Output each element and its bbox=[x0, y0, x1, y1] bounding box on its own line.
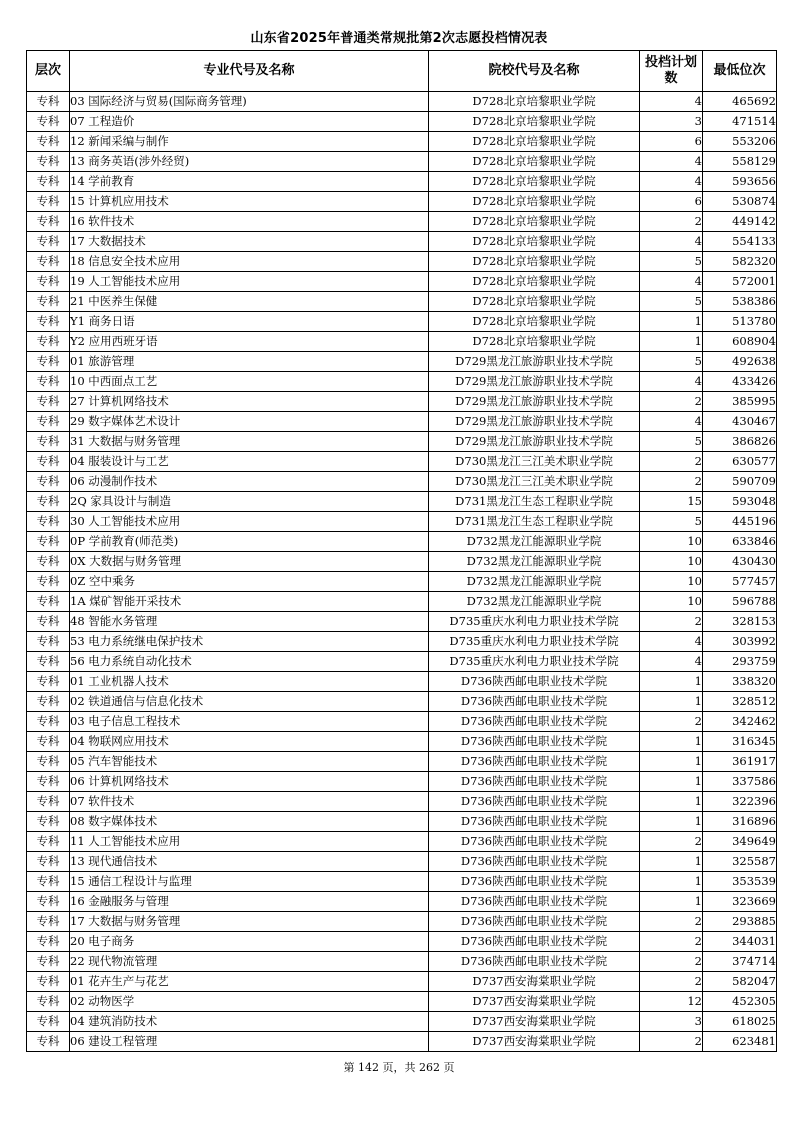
cell-major: 15 通信工程设计与监理 bbox=[70, 872, 429, 892]
cell-school: D736陕西邮电职业技术学院 bbox=[429, 932, 640, 952]
cell-plan: 5 bbox=[640, 352, 703, 372]
cell-plan: 2 bbox=[640, 832, 703, 852]
cell-major: 04 物联网应用技术 bbox=[70, 732, 429, 752]
cell-level: 专科 bbox=[27, 792, 70, 812]
table-row bbox=[27, 1012, 777, 1032]
cell-rank: 538386 bbox=[703, 292, 777, 312]
table-row bbox=[27, 372, 777, 392]
cell-level: 专科 bbox=[27, 432, 70, 452]
cell-major: 04 服装设计与工艺 bbox=[70, 452, 429, 472]
cell-rank: 349649 bbox=[703, 832, 777, 852]
cell-plan: 2 bbox=[640, 972, 703, 992]
cell-major: 08 数字媒体技术 bbox=[70, 812, 429, 832]
table-row bbox=[27, 132, 777, 152]
cell-school: D729黑龙江旅游职业技术学院 bbox=[429, 412, 640, 432]
cell-major: 0Z 空中乘务 bbox=[70, 572, 429, 592]
cell-plan: 2 bbox=[640, 712, 703, 732]
cell-plan: 4 bbox=[640, 652, 703, 672]
cell-level: 专科 bbox=[27, 672, 70, 692]
table-row bbox=[27, 212, 777, 232]
cell-plan: 4 bbox=[640, 412, 703, 432]
cell-major: 0P 学前教育(师范类) bbox=[70, 532, 429, 552]
cell-major: 22 现代物流管理 bbox=[70, 952, 429, 972]
table-row bbox=[27, 852, 777, 872]
table-row bbox=[27, 252, 777, 272]
cell-major: 01 旅游管理 bbox=[70, 352, 429, 372]
cell-major: 01 工业机器人技术 bbox=[70, 672, 429, 692]
cell-level: 专科 bbox=[27, 632, 70, 652]
cell-level: 专科 bbox=[27, 332, 70, 352]
cell-rank: 553206 bbox=[703, 132, 777, 152]
cell-rank: 385995 bbox=[703, 392, 777, 412]
cell-level: 专科 bbox=[27, 972, 70, 992]
cell-school: D730黑龙江三江美术职业学院 bbox=[429, 472, 640, 492]
table-body bbox=[27, 92, 777, 1052]
cell-plan: 2 bbox=[640, 612, 703, 632]
cell-rank: 353539 bbox=[703, 872, 777, 892]
table-row bbox=[27, 352, 777, 372]
admission-table bbox=[26, 50, 777, 1052]
cell-level: 专科 bbox=[27, 392, 70, 412]
cell-level: 专科 bbox=[27, 212, 70, 232]
table-row bbox=[27, 672, 777, 692]
cell-rank: 452305 bbox=[703, 992, 777, 1012]
cell-school: D731黑龙江生态工程职业学院 bbox=[429, 512, 640, 532]
cell-school: D737西安海棠职业学院 bbox=[429, 992, 640, 1012]
cell-rank: 558129 bbox=[703, 152, 777, 172]
cell-major: 05 汽车智能技术 bbox=[70, 752, 429, 772]
cell-major: 13 商务英语(涉外经贸) bbox=[70, 152, 429, 172]
cell-level: 专科 bbox=[27, 112, 70, 132]
cell-rank: 342462 bbox=[703, 712, 777, 732]
page-number: 第 142 页，共 262 页 bbox=[343, 1061, 455, 1074]
cell-plan: 4 bbox=[640, 272, 703, 292]
cell-school: D732黑龙江能源职业学院 bbox=[429, 572, 640, 592]
cell-level: 专科 bbox=[27, 492, 70, 512]
cell-rank: 530874 bbox=[703, 192, 777, 212]
cell-school: D736陕西邮电职业技术学院 bbox=[429, 672, 640, 692]
cell-rank: 633846 bbox=[703, 532, 777, 552]
cell-school: D728北京培黎职业学院 bbox=[429, 252, 640, 272]
cell-rank: 337586 bbox=[703, 772, 777, 792]
cell-rank: 325587 bbox=[703, 852, 777, 872]
table-row bbox=[27, 92, 777, 112]
cell-level: 专科 bbox=[27, 92, 70, 112]
cell-rank: 593048 bbox=[703, 492, 777, 512]
cell-level: 专科 bbox=[27, 452, 70, 472]
cell-major: 2Q 家具设计与制造 bbox=[70, 492, 429, 512]
cell-major: 03 电子信息工程技术 bbox=[70, 712, 429, 732]
cell-level: 专科 bbox=[27, 712, 70, 732]
table-row bbox=[27, 332, 777, 352]
cell-plan: 1 bbox=[640, 732, 703, 752]
cell-school: D731黑龙江生态工程职业学院 bbox=[429, 492, 640, 512]
cell-school: D729黑龙江旅游职业技术学院 bbox=[429, 372, 640, 392]
cell-rank: 361917 bbox=[703, 752, 777, 772]
table-row bbox=[27, 612, 777, 632]
cell-plan: 3 bbox=[640, 1012, 703, 1032]
cell-rank: 293885 bbox=[703, 912, 777, 932]
cell-plan: 1 bbox=[640, 892, 703, 912]
cell-plan: 4 bbox=[640, 92, 703, 112]
cell-school: D728北京培黎职业学院 bbox=[429, 112, 640, 132]
cell-major: 17 大数据技术 bbox=[70, 232, 429, 252]
cell-school: D728北京培黎职业学院 bbox=[429, 272, 640, 292]
table-row bbox=[27, 272, 777, 292]
cell-major: 27 计算机网络技术 bbox=[70, 392, 429, 412]
cell-plan: 2 bbox=[640, 1032, 703, 1052]
table-row bbox=[27, 592, 777, 612]
cell-level: 专科 bbox=[27, 172, 70, 192]
cell-plan: 4 bbox=[640, 152, 703, 172]
cell-level: 专科 bbox=[27, 192, 70, 212]
cell-rank: 338320 bbox=[703, 672, 777, 692]
cell-level: 专科 bbox=[27, 272, 70, 292]
cell-school: D735重庆水利电力职业技术学院 bbox=[429, 612, 640, 632]
cell-school: D732黑龙江能源职业学院 bbox=[429, 592, 640, 612]
cell-level: 专科 bbox=[27, 652, 70, 672]
cell-level: 专科 bbox=[27, 992, 70, 1012]
cell-major: 12 新闻采编与制作 bbox=[70, 132, 429, 152]
cell-school: D735重庆水利电力职业技术学院 bbox=[429, 652, 640, 672]
cell-major: 06 动漫制作技术 bbox=[70, 472, 429, 492]
cell-level: 专科 bbox=[27, 232, 70, 252]
cell-rank: 328153 bbox=[703, 612, 777, 632]
cell-plan: 1 bbox=[640, 752, 703, 772]
table-row bbox=[27, 432, 777, 452]
cell-school: D736陕西邮电职业技术学院 bbox=[429, 812, 640, 832]
cell-rank: 554133 bbox=[703, 232, 777, 252]
cell-major: 16 软件技术 bbox=[70, 212, 429, 232]
table-row bbox=[27, 912, 777, 932]
cell-major: 56 电力系统自动化技术 bbox=[70, 652, 429, 672]
cell-level: 专科 bbox=[27, 772, 70, 792]
cell-school: D736陕西邮电职业技术学院 bbox=[429, 732, 640, 752]
cell-rank: 623481 bbox=[703, 1032, 777, 1052]
cell-rank: 590709 bbox=[703, 472, 777, 492]
cell-level: 专科 bbox=[27, 1012, 70, 1032]
table-row bbox=[27, 1032, 777, 1052]
table-row bbox=[27, 572, 777, 592]
table-row bbox=[27, 712, 777, 732]
cell-school: D735重庆水利电力职业技术学院 bbox=[429, 632, 640, 652]
cell-major: 06 计算机网络技术 bbox=[70, 772, 429, 792]
cell-plan: 10 bbox=[640, 532, 703, 552]
cell-major: 06 建设工程管理 bbox=[70, 1032, 429, 1052]
cell-major: 30 人工智能技术应用 bbox=[70, 512, 429, 532]
cell-rank: 323669 bbox=[703, 892, 777, 912]
cell-plan: 15 bbox=[640, 492, 703, 512]
cell-school: D737西安海棠职业学院 bbox=[429, 1032, 640, 1052]
cell-school: D736陕西邮电职业技术学院 bbox=[429, 892, 640, 912]
cell-rank: 593656 bbox=[703, 172, 777, 192]
cell-plan: 2 bbox=[640, 952, 703, 972]
cell-major: 02 动物医学 bbox=[70, 992, 429, 1012]
table-row bbox=[27, 152, 777, 172]
cell-school: D736陕西邮电职业技术学院 bbox=[429, 872, 640, 892]
cell-plan: 2 bbox=[640, 472, 703, 492]
table-row bbox=[27, 652, 777, 672]
table-row bbox=[27, 972, 777, 992]
cell-major: 02 铁道通信与信息化技术 bbox=[70, 692, 429, 712]
cell-school: D729黑龙江旅游职业技术学院 bbox=[429, 352, 640, 372]
cell-school: D737西安海棠职业学院 bbox=[429, 1012, 640, 1032]
cell-major: 21 中医养生保健 bbox=[70, 292, 429, 312]
page-title: 山东省2025年普通类常规批第2次志愿投档情况表 bbox=[250, 31, 548, 46]
cell-plan: 1 bbox=[640, 872, 703, 892]
cell-major: 0X 大数据与财务管理 bbox=[70, 552, 429, 572]
cell-level: 专科 bbox=[27, 472, 70, 492]
table-row bbox=[27, 872, 777, 892]
cell-level: 专科 bbox=[27, 292, 70, 312]
cell-plan: 1 bbox=[640, 672, 703, 692]
cell-major: 10 中西面点工艺 bbox=[70, 372, 429, 392]
cell-major: 07 软件技术 bbox=[70, 792, 429, 812]
cell-level: 专科 bbox=[27, 692, 70, 712]
table-row bbox=[27, 112, 777, 132]
table-row bbox=[27, 232, 777, 252]
table-row bbox=[27, 832, 777, 852]
cell-rank: 492638 bbox=[703, 352, 777, 372]
cell-school: D728北京培黎职业学院 bbox=[429, 312, 640, 332]
cell-plan: 5 bbox=[640, 252, 703, 272]
table-row bbox=[27, 812, 777, 832]
cell-major: Y2 应用西班牙语 bbox=[70, 332, 429, 352]
cell-level: 专科 bbox=[27, 572, 70, 592]
cell-school: D736陕西邮电职业技术学院 bbox=[429, 912, 640, 932]
header-school: 院校代号及名称 bbox=[429, 51, 640, 92]
cell-rank: 303992 bbox=[703, 632, 777, 652]
table-row bbox=[27, 792, 777, 812]
cell-rank: 449142 bbox=[703, 212, 777, 232]
cell-level: 专科 bbox=[27, 872, 70, 892]
cell-rank: 471514 bbox=[703, 112, 777, 132]
cell-level: 专科 bbox=[27, 892, 70, 912]
cell-rank: 596788 bbox=[703, 592, 777, 612]
header-major: 专业代号及名称 bbox=[70, 51, 429, 92]
cell-plan: 2 bbox=[640, 932, 703, 952]
cell-school: D728北京培黎职业学院 bbox=[429, 212, 640, 232]
cell-plan: 1 bbox=[640, 812, 703, 832]
cell-plan: 5 bbox=[640, 432, 703, 452]
cell-major: 15 计算机应用技术 bbox=[70, 192, 429, 212]
cell-level: 专科 bbox=[27, 532, 70, 552]
cell-major: 19 人工智能技术应用 bbox=[70, 272, 429, 292]
cell-rank: 577457 bbox=[703, 572, 777, 592]
table-row bbox=[27, 532, 777, 552]
cell-rank: 465692 bbox=[703, 92, 777, 112]
cell-level: 专科 bbox=[27, 152, 70, 172]
cell-school: D728北京培黎职业学院 bbox=[429, 152, 640, 172]
cell-major: 13 现代通信技术 bbox=[70, 852, 429, 872]
cell-plan: 2 bbox=[640, 212, 703, 232]
cell-level: 专科 bbox=[27, 312, 70, 332]
table-row bbox=[27, 552, 777, 572]
cell-plan: 6 bbox=[640, 132, 703, 152]
header-level: 层次 bbox=[27, 51, 70, 92]
cell-school: D736陕西邮电职业技术学院 bbox=[429, 952, 640, 972]
cell-school: D732黑龙江能源职业学院 bbox=[429, 532, 640, 552]
header-rank: 最低位次 bbox=[703, 51, 777, 92]
table-row bbox=[27, 392, 777, 412]
cell-school: D729黑龙江旅游职业技术学院 bbox=[429, 432, 640, 452]
cell-major: 03 国际经济与贸易(国际商务管理) bbox=[70, 92, 429, 112]
cell-plan: 6 bbox=[640, 192, 703, 212]
cell-major: 17 大数据与财务管理 bbox=[70, 912, 429, 932]
table-row bbox=[27, 292, 777, 312]
cell-school: D737西安海棠职业学院 bbox=[429, 972, 640, 992]
table-row bbox=[27, 772, 777, 792]
cell-level: 专科 bbox=[27, 352, 70, 372]
cell-level: 专科 bbox=[27, 512, 70, 532]
cell-level: 专科 bbox=[27, 732, 70, 752]
cell-rank: 386826 bbox=[703, 432, 777, 452]
cell-school: D730黑龙江三江美术职业学院 bbox=[429, 452, 640, 472]
table-row bbox=[27, 312, 777, 332]
cell-plan: 1 bbox=[640, 772, 703, 792]
cell-school: D732黑龙江能源职业学院 bbox=[429, 552, 640, 572]
cell-plan: 4 bbox=[640, 232, 703, 252]
table-row bbox=[27, 992, 777, 1012]
table-row bbox=[27, 892, 777, 912]
cell-rank: 608904 bbox=[703, 332, 777, 352]
cell-plan: 1 bbox=[640, 312, 703, 332]
cell-rank: 445196 bbox=[703, 512, 777, 532]
cell-school: D729黑龙江旅游职业技术学院 bbox=[429, 392, 640, 412]
cell-level: 专科 bbox=[27, 832, 70, 852]
table-row bbox=[27, 952, 777, 972]
cell-rank: 582047 bbox=[703, 972, 777, 992]
cell-major: 29 数字媒体艺术设计 bbox=[70, 412, 429, 432]
cell-level: 专科 bbox=[27, 252, 70, 272]
cell-major: 01 花卉生产与花艺 bbox=[70, 972, 429, 992]
cell-plan: 1 bbox=[640, 792, 703, 812]
cell-school: D728北京培黎职业学院 bbox=[429, 232, 640, 252]
cell-school: D736陕西邮电职业技术学院 bbox=[429, 692, 640, 712]
cell-plan: 4 bbox=[640, 632, 703, 652]
cell-rank: 433426 bbox=[703, 372, 777, 392]
cell-major: 1A 煤矿智能开采技术 bbox=[70, 592, 429, 612]
table-row bbox=[27, 512, 777, 532]
cell-plan: 5 bbox=[640, 292, 703, 312]
table-header-row bbox=[27, 51, 777, 92]
cell-level: 专科 bbox=[27, 592, 70, 612]
cell-level: 专科 bbox=[27, 412, 70, 432]
cell-major: 11 人工智能技术应用 bbox=[70, 832, 429, 852]
cell-school: D728北京培黎职业学院 bbox=[429, 92, 640, 112]
table-row bbox=[27, 412, 777, 432]
cell-plan: 2 bbox=[640, 912, 703, 932]
cell-rank: 316345 bbox=[703, 732, 777, 752]
cell-plan: 3 bbox=[640, 112, 703, 132]
cell-rank: 322396 bbox=[703, 792, 777, 812]
cell-rank: 618025 bbox=[703, 1012, 777, 1032]
cell-major: 16 金融服务与管理 bbox=[70, 892, 429, 912]
cell-school: D736陕西邮电职业技术学院 bbox=[429, 792, 640, 812]
cell-major: 14 学前教育 bbox=[70, 172, 429, 192]
cell-level: 专科 bbox=[27, 1032, 70, 1052]
cell-rank: 630577 bbox=[703, 452, 777, 472]
cell-plan: 4 bbox=[640, 172, 703, 192]
cell-plan: 4 bbox=[640, 372, 703, 392]
cell-rank: 430430 bbox=[703, 552, 777, 572]
cell-major: 53 电力系统继电保护技术 bbox=[70, 632, 429, 652]
cell-major: 31 大数据与财务管理 bbox=[70, 432, 429, 452]
cell-rank: 344031 bbox=[703, 932, 777, 952]
cell-plan: 1 bbox=[640, 332, 703, 352]
cell-school: D736陕西邮电职业技术学院 bbox=[429, 772, 640, 792]
cell-major: 48 智能水务管理 bbox=[70, 612, 429, 632]
table-row bbox=[27, 492, 777, 512]
cell-plan: 10 bbox=[640, 592, 703, 612]
cell-major: 18 信息安全技术应用 bbox=[70, 252, 429, 272]
cell-rank: 293759 bbox=[703, 652, 777, 672]
cell-plan: 5 bbox=[640, 512, 703, 532]
cell-school: D728北京培黎职业学院 bbox=[429, 132, 640, 152]
cell-rank: 328512 bbox=[703, 692, 777, 712]
cell-major: 07 工程造价 bbox=[70, 112, 429, 132]
cell-level: 专科 bbox=[27, 612, 70, 632]
cell-plan: 12 bbox=[640, 992, 703, 1012]
table-row bbox=[27, 192, 777, 212]
cell-major: 04 建筑消防技术 bbox=[70, 1012, 429, 1032]
cell-level: 专科 bbox=[27, 952, 70, 972]
cell-rank: 513780 bbox=[703, 312, 777, 332]
cell-school: D728北京培黎职业学院 bbox=[429, 332, 640, 352]
cell-school: D736陕西邮电职业技术学院 bbox=[429, 752, 640, 772]
cell-rank: 430467 bbox=[703, 412, 777, 432]
table-row bbox=[27, 692, 777, 712]
cell-level: 专科 bbox=[27, 552, 70, 572]
cell-rank: 582320 bbox=[703, 252, 777, 272]
table-row bbox=[27, 752, 777, 772]
cell-level: 专科 bbox=[27, 812, 70, 832]
cell-school: D736陕西邮电职业技术学院 bbox=[429, 712, 640, 732]
table-row bbox=[27, 172, 777, 192]
cell-school: D728北京培黎职业学院 bbox=[429, 292, 640, 312]
table-row bbox=[27, 472, 777, 492]
table-row bbox=[27, 932, 777, 952]
table-row bbox=[27, 732, 777, 752]
cell-plan: 2 bbox=[640, 392, 703, 412]
cell-level: 专科 bbox=[27, 752, 70, 772]
cell-plan: 1 bbox=[640, 852, 703, 872]
cell-major: 20 电子商务 bbox=[70, 932, 429, 952]
cell-plan: 1 bbox=[640, 692, 703, 712]
cell-level: 专科 bbox=[27, 132, 70, 152]
cell-school: D728北京培黎职业学院 bbox=[429, 172, 640, 192]
cell-level: 专科 bbox=[27, 912, 70, 932]
cell-level: 专科 bbox=[27, 932, 70, 952]
cell-level: 专科 bbox=[27, 372, 70, 392]
cell-school: D736陕西邮电职业技术学院 bbox=[429, 832, 640, 852]
cell-plan: 2 bbox=[640, 452, 703, 472]
cell-school: D736陕西邮电职业技术学院 bbox=[429, 852, 640, 872]
cell-plan: 10 bbox=[640, 552, 703, 572]
table-row bbox=[27, 452, 777, 472]
cell-major: Y1 商务日语 bbox=[70, 312, 429, 332]
cell-school: D728北京培黎职业学院 bbox=[429, 192, 640, 212]
header-plan: 投档计划数 bbox=[640, 51, 703, 92]
cell-level: 专科 bbox=[27, 852, 70, 872]
table-row bbox=[27, 632, 777, 652]
cell-rank: 374714 bbox=[703, 952, 777, 972]
cell-rank: 316896 bbox=[703, 812, 777, 832]
cell-rank: 572001 bbox=[703, 272, 777, 292]
cell-plan: 10 bbox=[640, 572, 703, 592]
